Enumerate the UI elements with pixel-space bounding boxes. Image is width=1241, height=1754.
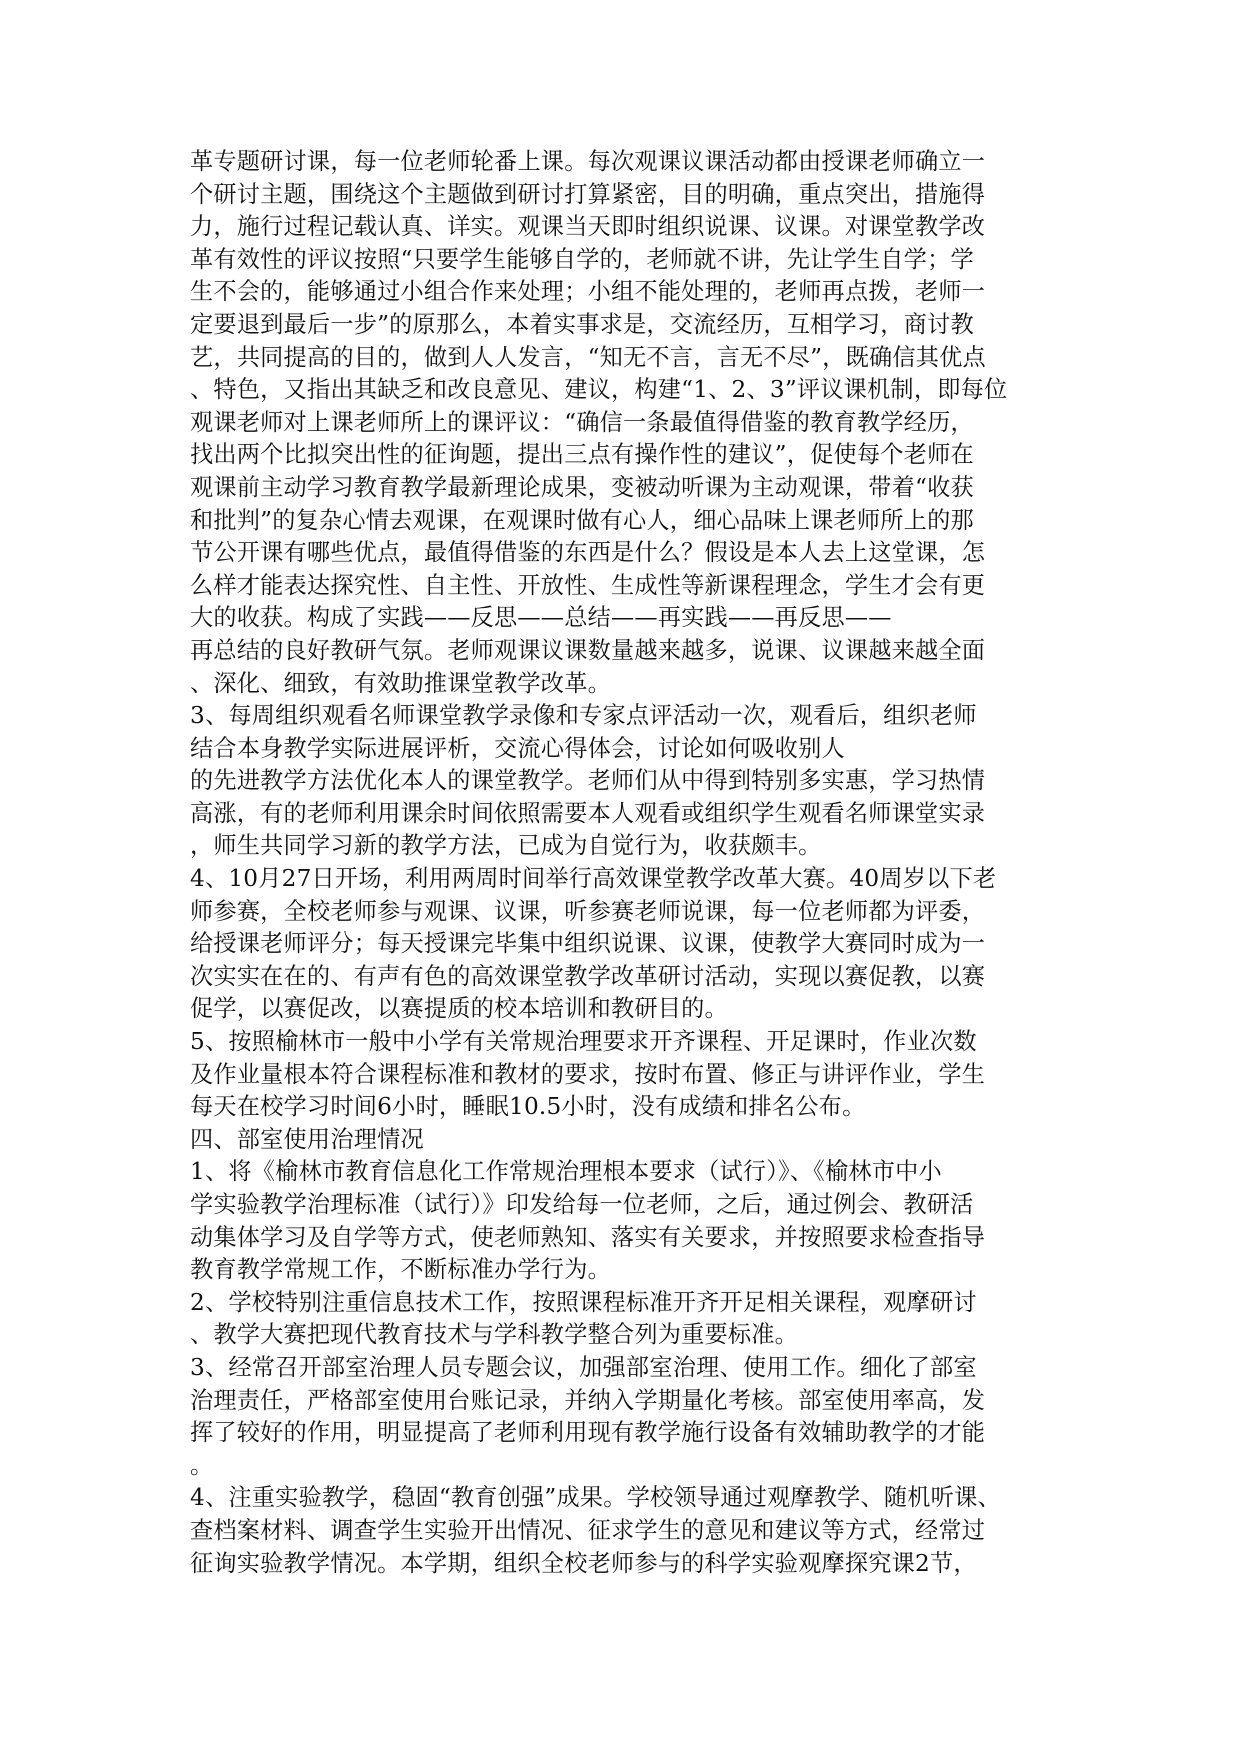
text-line: 高涨，有的老师利用课余时间依照需要本人观看或组织学生观看名师课堂实录 <box>190 799 986 827</box>
text-line: 师参赛，全校老师参与观课、议课，听参赛老师说课，每一位老师都为评委， <box>190 897 986 925</box>
text-line: 大的收获。构成了实践——反思——总结——再实践——再反思—— <box>190 604 892 632</box>
text-line: 3、每周组织观看名师课堂教学录像和专家点评活动一次，观看后，组织老师 <box>190 702 977 730</box>
text-line: 观课前主动学习教育教学最新理论成果，变被动听课为主动观课，带着“收获 <box>190 473 974 501</box>
text-line: 节公开课有哪些优点，最值得借鉴的东西是什么？假设是本人去上这堂课，怎 <box>190 539 986 567</box>
text-line: 和批判”的复杂心情去观课，在观课时做有心人，细心品味上课老师所上的那 <box>190 506 974 534</box>
text-line: 观课老师对上课老师所上的课评议：“确信一条最值得借鉴的教育教学经历， <box>190 408 974 436</box>
text-line: 的先进教学方法优化本人的课堂教学。老师们从中得到特别多实惠，学习热情 <box>190 767 986 795</box>
text-line: 查档案材料、调查学生实验开出情况、征求学生的意见和建议等方式，经常过 <box>190 1516 986 1544</box>
text-line: 促学，以赛促改，以赛提质的校本培训和教研目的。 <box>190 995 728 1023</box>
text-line: 革有效性的评议按照“只要学生能够自学的，老师就不讲，先让学生自学；学 <box>190 245 974 273</box>
text-line: 治理责任，严格部室使用台账记录，并纳入学期量化考核。部室使用率高，发 <box>190 1386 986 1414</box>
text-line: 再总结的良好教研气氛。老师观课议课数量越来越多，说课、议课越来越全面 <box>190 636 986 664</box>
text-line: 革专题研讨课，每一位老师轮番上课。每次观课议课活动都由授课老师确立一 <box>190 148 986 175</box>
text-line: 、特色，又指出其缺乏和改良意见、建议，构建“1、2、3”评议课机制，即每位 <box>190 376 1008 404</box>
text-line: 2、学校特别注重信息技术工作，按照课程标准开齐开足相关课程，观摩研讨 <box>190 1288 977 1316</box>
text-line: 艺，共同提高的目的，做到人人发言，“知无不言，言无不尽”，既确信其优点 <box>190 343 986 371</box>
text-line: 挥了较好的作用，明显提高了老师利用现有教学施行设备有效辅助教学的才能 <box>190 1419 986 1447</box>
text-line: 力，施行过程记载认真、详实。观课当天即时组织说课、议课。对课堂教学改 <box>190 213 986 241</box>
text-line: 。 <box>190 1451 214 1479</box>
text-line: 3、经常召开部室治理人员专题会议，加强部室治理、使用工作。细化了部室 <box>190 1353 977 1381</box>
text-line: 、深化、细致，有效助推课堂教学改革。 <box>190 669 611 697</box>
text-line: 4、注重实验教学，稳固“教育创强”成果。学校领导通过观摩教学、随机听课、 <box>190 1484 1001 1512</box>
text-line: 么样才能表达探究性、自主性、开放性、生成性等新课程理念，学生才会有更 <box>190 571 986 599</box>
text-line: 5、按照榆林市一般中小学有关常规治理要求开齐课程、开足课时，作业次数 <box>190 1028 977 1056</box>
text-line: 给授课老师评分；每天授课完毕集中组织说课、议课，使教学大赛同时成为一 <box>190 930 986 958</box>
text-line: ，师生共同学习新的教学方法，已成为自觉行为，收获颇丰。 <box>190 832 822 860</box>
text-line: 教育教学常规工作，不断标准办学行为。 <box>190 1256 611 1284</box>
text-line: 四、部室使用治理情况 <box>190 1125 424 1153</box>
text-line: 个研讨主题，围绕这个主题做到研讨打算紧密，目的明确，重点突出，措施得 <box>190 180 986 208</box>
text-line: 征询实验教学情况。本学期，组织全校老师参与的科学实验观摩探究课2节， <box>190 1549 977 1577</box>
text-line: 生不会的，能够通过小组合作来处理；小组不能处理的，老师再点拨，老师一 <box>190 278 986 306</box>
document-body <box>190 146 1070 1580</box>
text-line: 动集体学习及自学等方式，使老师熟知、落实有关要求，并按照要求检查指导 <box>190 1223 986 1251</box>
text-line: 及作业量根本符合课程标准和教材的要求，按时布置、修正与讲评作业，学生 <box>190 1060 986 1088</box>
text-line: 定要退到最后一步”的原那么，本着实事求是，交流经历，互相学习，商讨教 <box>190 310 974 338</box>
text-line: 1、将《榆林市教育信息化工作常规治理根本要求（试行）》、《榆林市中小 <box>190 1158 942 1186</box>
text-line: 找出两个比拟突出性的征询题，提出三点有操作性的建议”，促使每个老师在 <box>190 441 974 469</box>
text-line: 每天在校学习时间6小时，睡眠10.5小时，没有成绩和排名公布。 <box>190 1093 866 1121</box>
text-line: 4、10月27日开场，利用两周时间举行高效课堂教学改革大赛。40周岁以下老 <box>190 865 997 893</box>
text-line: 、教学大赛把现代教育技术与学科教学整合列为重要标准。 <box>190 1321 799 1349</box>
text-line: 次实实在在的、有声有色的高效课堂教学改革研讨活动，实现以赛促教，以赛 <box>190 962 986 990</box>
text-line: 学实验教学治理标准（试行）》印发给每一位老师，之后，通过例会、教研活 <box>190 1191 974 1218</box>
text-line: 结合本身教学实际进展评析，交流心得体会，讨论如何吸收别人 <box>190 734 845 762</box>
